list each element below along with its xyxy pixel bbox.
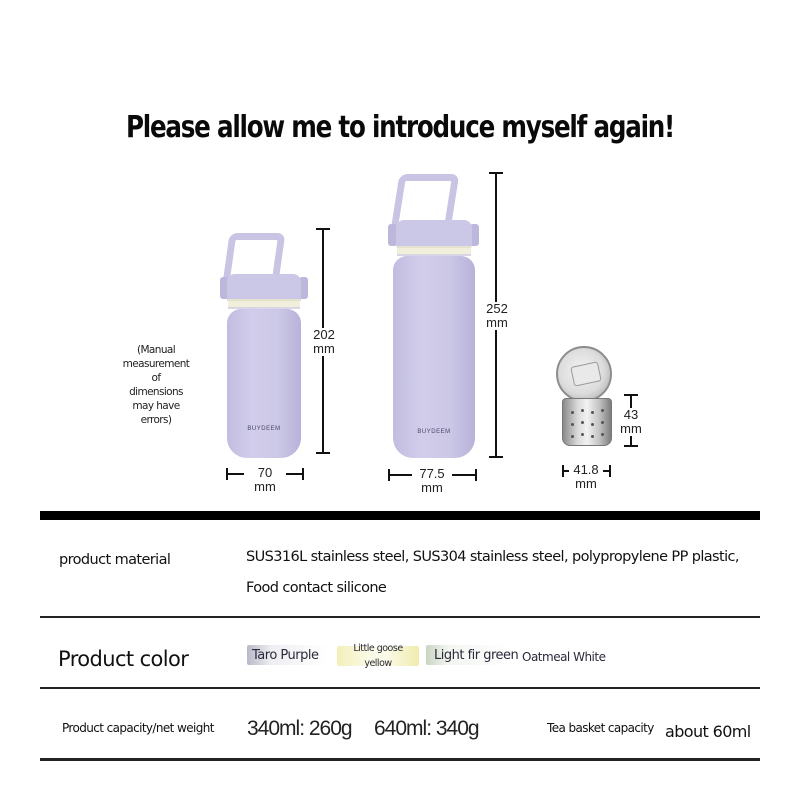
bottle-lid	[227, 274, 301, 302]
note-line: dimensions	[129, 386, 183, 398]
width-value: 77.5	[419, 466, 445, 481]
width-value: 41.8	[573, 462, 599, 477]
label-line: Little goose	[353, 643, 403, 654]
measurement-note	[118, 343, 194, 427]
color-label: Product color	[58, 647, 189, 671]
height-value: 252	[486, 301, 508, 316]
height-value: 43	[623, 407, 639, 422]
table-bottom-divider	[40, 758, 760, 761]
height-unit: mm	[313, 341, 335, 356]
note-line: measurement	[122, 358, 190, 370]
width-unit: mm	[575, 476, 597, 491]
width-unit: mm	[421, 480, 443, 495]
bottle-body	[393, 256, 475, 458]
bottle-body	[227, 309, 301, 458]
color-option-label: Taro Purple	[252, 648, 319, 663]
dimension-tick	[609, 465, 611, 477]
capacity-small-value: 340ml: 260g	[247, 717, 352, 740]
tea-basket-width	[569, 463, 603, 491]
color-option-label	[345, 641, 411, 671]
color-option-label: Oatmeal White	[522, 650, 606, 664]
small-bottle-height	[306, 328, 342, 356]
large-bottle-height	[479, 302, 515, 330]
material-value-line2: Food contact silicone	[246, 580, 387, 596]
capacity-label: Product capacity/net weight	[62, 721, 214, 735]
height-value: 202	[313, 327, 335, 342]
dimension-tick	[475, 469, 477, 481]
tea-basket-height	[616, 408, 646, 436]
dimension-tick	[489, 456, 503, 458]
color-option-label: Light fir green	[434, 648, 519, 663]
tea-basket-capacity-value: about 60ml	[665, 722, 751, 741]
width-dimension-line	[452, 474, 476, 476]
material-value-line1: SUS316L stainless steel, SUS304 stainless steel, polypropylene PP plastic,	[246, 549, 739, 565]
width-unit: mm	[254, 479, 276, 494]
dimension-tick	[316, 452, 330, 454]
basket-body	[562, 398, 612, 446]
note-line: may have	[132, 400, 180, 412]
width-dimension-line	[388, 474, 412, 476]
brand-logo: BUYDEEM	[417, 429, 451, 435]
height-unit: mm	[486, 315, 508, 330]
table-divider	[40, 687, 760, 689]
basket-lid	[556, 346, 612, 402]
brand-logo: BUYDEEM	[247, 426, 281, 432]
height-unit: mm	[620, 421, 642, 436]
capacity-large-value: 640ml: 340g	[374, 717, 479, 740]
table-top-divider	[40, 511, 760, 520]
table-divider	[40, 616, 760, 618]
bottle-ring	[228, 299, 300, 309]
bottle-ring	[397, 246, 471, 256]
material-label: product material	[59, 552, 171, 568]
width-dimension-line	[226, 473, 244, 475]
tea-basket-capacity-label: Tea basket capacity	[547, 721, 654, 735]
label-line: yellow	[364, 658, 392, 669]
note-line: of	[151, 372, 161, 384]
dimension-tick	[624, 445, 638, 447]
width-value: 70	[257, 465, 273, 480]
large-bottle-width	[412, 467, 452, 495]
bottle-lid	[396, 220, 472, 248]
note-line: errors)	[140, 414, 172, 426]
small-bottle-width	[244, 466, 286, 494]
page-title: Please allow me to introduce myself again!	[125, 110, 675, 145]
note-line: (Manual	[136, 344, 176, 356]
dimension-tick	[302, 468, 304, 480]
